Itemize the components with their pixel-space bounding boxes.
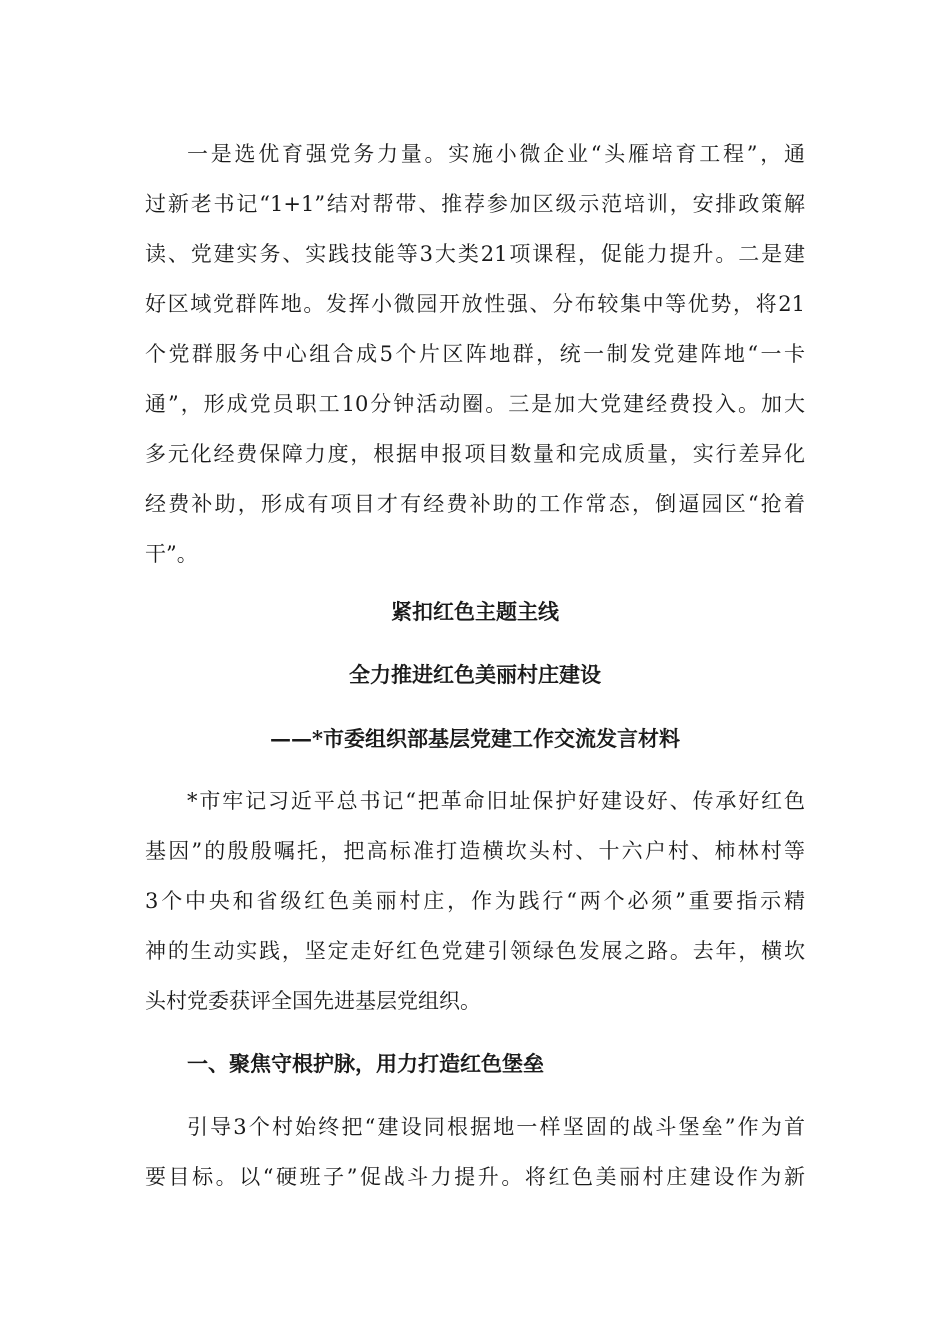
paragraph-line: 3个中央和省级红色美丽村庄，作为践行“两个必须”重要指示精 [145, 889, 805, 913]
paragraph-line: 基因”的殷殷嘱托，把高标准打造横坎头村、十六户村、柿林村等 [145, 839, 805, 863]
paragraph-line: 通”，形成党员职工10分钟活动圈。三是加大党建经费投入。加大 [145, 392, 805, 416]
paragraph-line: 过新老书记“1+1”结对帮带、推荐参加区级示范培训，安排政策解 [145, 192, 805, 216]
paragraph-line: 干”。 [145, 542, 198, 566]
paragraph-line: 读、党建实务、实践技能等3大类21项课程，促能力提升。二是建 [145, 242, 805, 266]
document-title: 紧扣红色主题主线 [391, 599, 559, 624]
paragraph-line: 好区域党群阵地。发挥小微园开放性强、分布较集中等优势，将21 [145, 292, 805, 316]
paragraph-line: 神的生动实践，坚定走好红色党建引领绿色发展之路。去年，横坎 [145, 939, 805, 963]
paragraph-line: 引导3个村始终把“建设同根据地一样坚固的战斗堡垒”作为首 [187, 1115, 805, 1139]
section-heading: 一、聚焦守根护脉，用力打造红色堡垒 [187, 1051, 544, 1076]
paragraph-line: 经费补助，形成有项目才有经费补助的工作常态，倒逼园区“抢着 [145, 492, 805, 516]
document-subtitle: ——*市委组织部基层党建工作交流发言材料 [270, 726, 680, 751]
paragraph-line: 要目标。以“硬班子”促战斗力提升。将红色美丽村庄建设作为新 [145, 1165, 805, 1189]
paragraph-line: *市牢记习近平总书记“把革命旧址保护好建设好、传承好红色 [187, 789, 805, 813]
document-title: 全力推进红色美丽村庄建设 [349, 662, 601, 687]
paragraph-line: 头村党委获评全国先进基层党组织。 [145, 989, 481, 1013]
paragraph-line: 一是选优育强党务力量。实施小微企业“头雁培育工程”，通 [187, 142, 805, 166]
paragraph-line: 多元化经费保障力度，根据申报项目数量和完成质量，实行差异化 [145, 442, 805, 466]
paragraph-line: 个党群服务中心组合成5个片区阵地群，统一制发党建阵地“一卡 [145, 342, 805, 366]
